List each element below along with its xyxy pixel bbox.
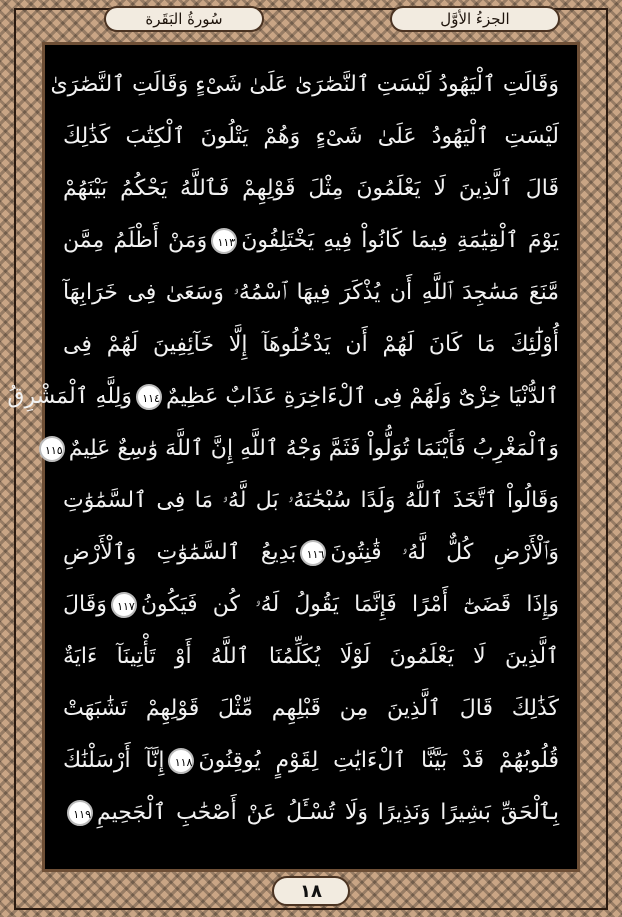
verse-line [63, 475, 559, 527]
juz-label: الجزءُ الأوَّل [440, 10, 510, 28]
verse-text: وَٱلْمَغْرِبُ فَأَيْنَمَا تُوَلُّواْ فَثَمَّ وَجْهُ ٱللَّهِ إِنَّ ٱللَّهَ وَٰسِعٌ عَلِيمٌ [68, 436, 559, 461]
verse-text: يَوْمَ ٱلْقِيَٰمَةِ فِيمَا كَانُواْ فِيهِ يَخْتَلِفُونَ [241, 228, 559, 253]
verse-text: قَالَ ٱلَّذِينَ لَا يَعْلَمُونَ مِثْلَ قَوْلِهِمْ فَٱللَّهُ يَحْكُمُ بَيْنَهُمْ [63, 176, 559, 201]
ayah-number-marker: ١١٦ [300, 540, 326, 566]
verse-text-continuation: بَدِيعُ ٱلسَّمَٰوَٰتِ وَٱلْأَرْضِ [63, 540, 297, 565]
verse-line [63, 267, 559, 319]
surah-label: سُورةُ البَقَرة [145, 10, 223, 28]
quran-text-panel [7, 42, 580, 872]
verse-line [63, 111, 559, 163]
verse-text: قُلُوبُهُمْ قَدْ بَيَّنَّا ٱلْءَايَٰتِ لِقَوْمٍ يُوقِنُونَ [198, 748, 559, 773]
verse-text: بِٱلْحَقِّ بَشِيرًا وَنَذِيرًا وَلَا تُسْـَٔلُ عَنْ أَصْحَٰبِ ٱلْجَحِيمِ [97, 800, 559, 825]
verse-line [63, 631, 559, 683]
ayah-number-marker: ١١٧ [111, 592, 137, 618]
verse-line [63, 735, 559, 787]
verse-text: ٱلدُّنْيَا خِزْىٌ وَلَهُمْ فِى ٱلْءَاخِرَةِ عَذَابٌ عَظِيمٌ [165, 384, 559, 409]
surah-header [104, 6, 264, 32]
verse-text: مَّنَعَ مَسَٰجِدَ ٱللَّهِ أَن يُذْكَرَ فِيهَا ٱسْمُهُۥ وَسَعَىٰ فِى خَرَابِهَآ [63, 280, 559, 305]
verse-text: أُوْلَٰٓئِكَ مَا كَانَ لَهُمْ أَن يَدْخُلُوهَآ إِلَّا خَآئِفِينَ لَهُمْ فِى [63, 332, 559, 357]
verse-text-continuation: وَقَالَ [63, 592, 107, 617]
verse-line [63, 527, 559, 579]
juz-header [390, 6, 560, 32]
verse-text: وَقَالَتِ ٱلْيَهُودُ لَيْسَتِ ٱلنَّصَٰرَىٰ عَلَىٰ شَىْءٍ وَقَالَتِ ٱلنَّصَٰرَىٰ [50, 72, 559, 97]
verse-line [44, 423, 559, 475]
verse-text-continuation: وَلِلَّهِ ٱلْمَشْرِقُ [7, 384, 132, 409]
verse-text: لَيْسَتِ ٱلْيَهُودُ عَلَىٰ شَىْءٍ وَهُمْ يَتْلُونَ ٱلْكِتَٰبَ كَذَٰلِكَ [63, 124, 559, 149]
verse-text: ٱلَّذِينَ لَا يَعْلَمُونَ لَوْلَا يُكَلِّمُنَا ٱللَّهُ أَوْ تَأْتِينَآ ءَايَةٌ [63, 644, 559, 669]
verse-text-continuation: إِنَّآ أَرْسَلْنَٰكَ [63, 748, 165, 773]
verse-line [7, 371, 559, 423]
verse-line [63, 163, 559, 215]
verse-line [63, 683, 559, 735]
verse-text: وَقَالُواْ ٱتَّخَذَ ٱللَّهُ وَلَدًا سُبْحَٰنَهُۥ بَل لَّهُۥ مَا فِى ٱلسَّمَٰوَٰتِ [63, 488, 559, 513]
verse-line [63, 787, 559, 839]
page-number-label: ١٨ [300, 880, 322, 902]
verse-line [50, 59, 559, 111]
verse-line [63, 215, 559, 267]
ayah-number-marker: ١١٥ [39, 436, 65, 462]
verse-text: وَٱلْأَرْضِ كُلٌّ لَّهُۥ قَٰنِتُونَ [330, 540, 559, 565]
ayah-number-marker: ١١٩ [67, 800, 93, 826]
verse-text: وَإِذَا قَضَىٰٓ أَمْرًا فَإِنَّمَا يَقُولُ لَهُۥ كُن فَيَكُونُ [140, 592, 559, 617]
verse-text-continuation: وَمَنْ أَظْلَمُ مِمَّن [63, 228, 208, 253]
verse-line [63, 319, 559, 371]
page-number [272, 876, 350, 906]
verse-text: كَذَٰلِكَ قَالَ ٱلَّذِينَ مِن قَبْلِهِم مِّثْلَ قَوْلِهِمْ تَشَٰبَهَتْ [63, 696, 559, 721]
ayah-number-marker: ١١٨ [168, 748, 194, 774]
ayah-number-marker: ١١٤ [136, 384, 162, 410]
ayah-number-marker: ١١٣ [211, 228, 237, 254]
verse-line [63, 579, 559, 631]
